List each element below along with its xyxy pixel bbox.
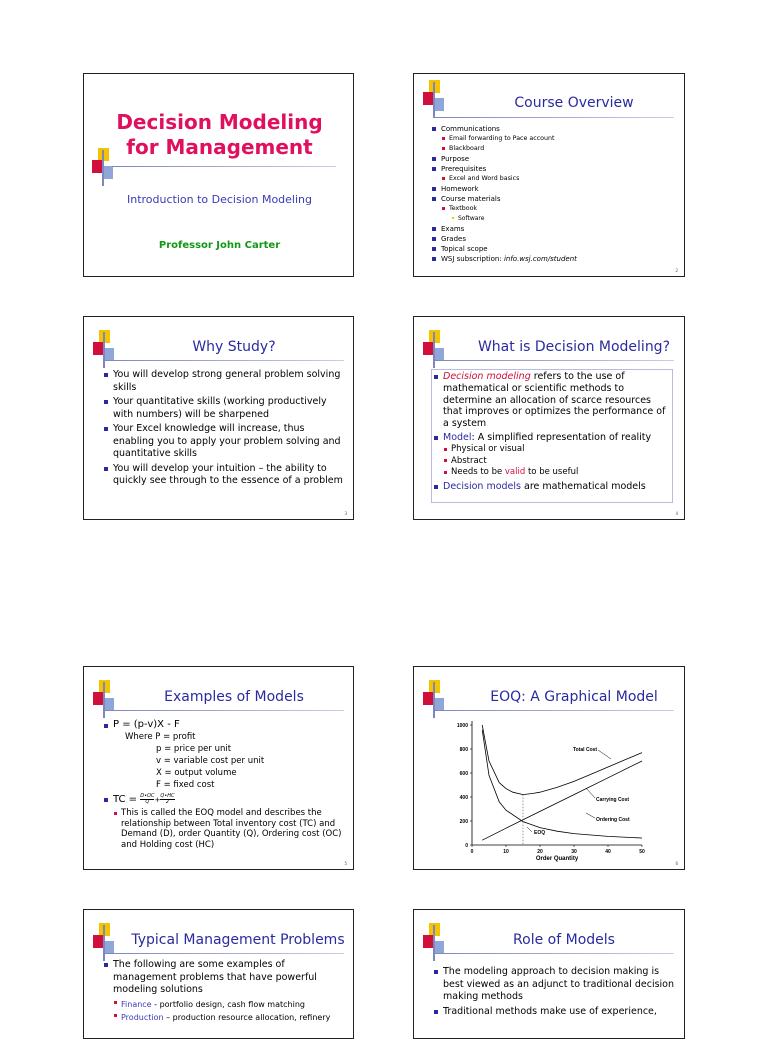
- annotation-pointer: [598, 750, 611, 759]
- slide-heading: Course Overview: [514, 95, 634, 111]
- term-decision-models: Decision models: [443, 481, 521, 493]
- y-tick-label: 800: [459, 747, 468, 753]
- y-tick-label: 1000: [456, 723, 468, 729]
- chart-annotation: Total Cost: [573, 747, 598, 753]
- slide-role-of-models: [413, 909, 685, 1039]
- x-tick-label: 50: [639, 849, 645, 855]
- variable-line: p = price per unit: [156, 744, 232, 754]
- slide-title-heading: Decision Modeling for Management: [116, 110, 323, 159]
- variable-definitions: [104, 731, 349, 791]
- y-tick-label: 400: [459, 795, 468, 801]
- list-item: Software: [452, 214, 677, 224]
- list-item: Communications: [432, 124, 677, 134]
- list-item: Textbook: [442, 204, 677, 214]
- logo-icon: [93, 923, 117, 961]
- logo-icon: [93, 680, 117, 718]
- slide-heading: What is Decision Modeling?: [477, 339, 671, 355]
- slide-examples-of-models: [83, 666, 354, 870]
- list-item: Course materials: [432, 194, 677, 204]
- slide-title: [83, 73, 354, 277]
- list-item: You will develop your intuition – the ability to quickly see through to the essence of a problem: [104, 463, 344, 488]
- page-number: 5: [344, 861, 347, 866]
- slide-typical-problems: [83, 909, 354, 1039]
- list-item: Blackboard: [442, 144, 677, 154]
- why-study-list: [104, 369, 344, 490]
- profit-equation: P = (p-v)X - F: [104, 719, 349, 731]
- logo-icon: [423, 680, 447, 718]
- list-item: Decision models are mathematical models: [434, 481, 670, 493]
- page-number: 6: [675, 861, 678, 866]
- list-item: Exams: [432, 224, 677, 234]
- annotation-pointer: [586, 813, 595, 818]
- eoq-chart: [434, 717, 674, 867]
- list-item: Excel and Word basics: [442, 174, 677, 184]
- problems-content: [104, 959, 344, 1024]
- x-tick-label: 20: [537, 849, 543, 855]
- x-tick-label: 40: [605, 849, 611, 855]
- list-item: Decision modeling refers to the use of mathematical or scientific methods to determine an allocation of scarce resources that improves or optimizes the performance of a system: [434, 371, 670, 430]
- list-item: Traditional methods make use of experience,: [434, 1006, 674, 1019]
- chart-annotation: EOQ: [534, 830, 546, 836]
- logo-icon: [423, 330, 447, 368]
- term-decision-modeling: Decision modeling: [443, 371, 531, 382]
- problems-list: [104, 998, 344, 1024]
- list-item: Email forwarding to Pace account: [442, 134, 677, 144]
- list-item: Your quantitative skills (working productively with numbers) will be sharpened: [104, 396, 344, 421]
- list-item: Finance - portfolio design, cash flow matching: [114, 998, 344, 1011]
- divider: [434, 360, 674, 361]
- x-tick-label: 0: [470, 849, 474, 855]
- divider: [434, 710, 674, 711]
- variable-line: Where P = profit: [125, 732, 196, 742]
- list-item: Topical scope: [432, 244, 677, 254]
- page-number: 4: [675, 511, 678, 516]
- slide-why-study: [83, 316, 354, 520]
- role-list: [434, 966, 674, 1020]
- list-item: Model: A simplified representation of reality: [434, 432, 670, 444]
- list-item: The modeling approach to decision making is best viewed as an adjunct to traditional decision making methods: [434, 966, 674, 1004]
- divider: [112, 166, 336, 167]
- list-item: Grades: [432, 234, 677, 244]
- y-tick-label: 600: [459, 771, 468, 777]
- slide-heading: Typical Management Problems: [131, 932, 345, 948]
- wsj-link[interactable]: info.wsj.com/student: [503, 255, 577, 263]
- slide-eoq-graph: [413, 666, 685, 870]
- logo-icon: [423, 923, 447, 961]
- annotation-pointer: [527, 827, 532, 832]
- y-tick-label: 200: [459, 819, 468, 825]
- x-tick-label: 30: [571, 849, 577, 855]
- page-number: 2: [675, 268, 678, 273]
- list-item: Prerequisites: [432, 164, 677, 174]
- variable-line: X = output volume: [156, 768, 237, 778]
- variable-line: v = variable cost per unit: [156, 756, 265, 766]
- examples-content: [104, 719, 349, 850]
- overview-list: [432, 124, 677, 264]
- tc-equation: TC = $\frac{D•OC}{Q}$ + $\frac{Q•HC}{2}$: [104, 793, 349, 807]
- logo-icon: [93, 330, 117, 368]
- x-tick-label: 10: [503, 849, 509, 855]
- list-item: WSJ subscription: info.wsj.com/student: [432, 254, 677, 264]
- list-item: You will develop strong general problem solving skills: [104, 369, 344, 394]
- slide-heading: EOQ: A Graphical Model: [490, 689, 658, 705]
- list-item: Homework: [432, 184, 677, 194]
- list-item: Needs to be valid to be useful: [444, 467, 670, 479]
- page-number: 3: [344, 511, 347, 516]
- list-item: Abstract: [444, 456, 670, 468]
- divider: [104, 953, 344, 954]
- term-model: Model: [443, 431, 472, 443]
- list-item: Purpose: [432, 154, 677, 164]
- slide-heading: Why Study?: [192, 339, 276, 355]
- list-item: Your Excel knowledge will increase, thus enabling you to apply your problem solving and quantitative skills: [104, 423, 344, 461]
- divider: [434, 953, 674, 954]
- subtitle: Introduction to Decision Modeling: [126, 193, 312, 206]
- x-axis-label: Order Quantity: [535, 856, 579, 862]
- slide-what-is-decision-modeling: [413, 316, 685, 520]
- intro-text: The following are some examples of management problems that have powerful modeling solutions: [104, 959, 344, 997]
- annotation-pointer: [586, 788, 595, 798]
- list-item: Physical or visual: [444, 444, 670, 456]
- logo-icon: [423, 80, 447, 118]
- eoq-note: This is called the EOQ model and describes the relationship between Total inventory cost (TC) and Demand (D), order Quantity (Q), Ordering cost (OC) and Holding cost (HC): [114, 808, 349, 850]
- slide-heading: Examples of Models: [164, 689, 304, 705]
- chart-annotation: Ordering Cost: [596, 817, 630, 823]
- slide-heading: Role of Models: [513, 932, 615, 948]
- divider: [104, 710, 344, 711]
- chart-annotation: Carrying Cost: [596, 797, 630, 803]
- list-item: Production – production resource allocation, refinery: [114, 1011, 344, 1024]
- variable-line: F = fixed cost: [156, 780, 215, 790]
- y-tick-label: 0: [465, 843, 468, 849]
- logo-icon: [92, 148, 116, 186]
- divider: [434, 117, 674, 118]
- author: Professor John Carter: [158, 240, 281, 251]
- total-cost-line: [482, 725, 642, 795]
- definition-list: [434, 371, 670, 493]
- divider: [104, 360, 344, 361]
- slide-course-overview: [413, 73, 685, 277]
